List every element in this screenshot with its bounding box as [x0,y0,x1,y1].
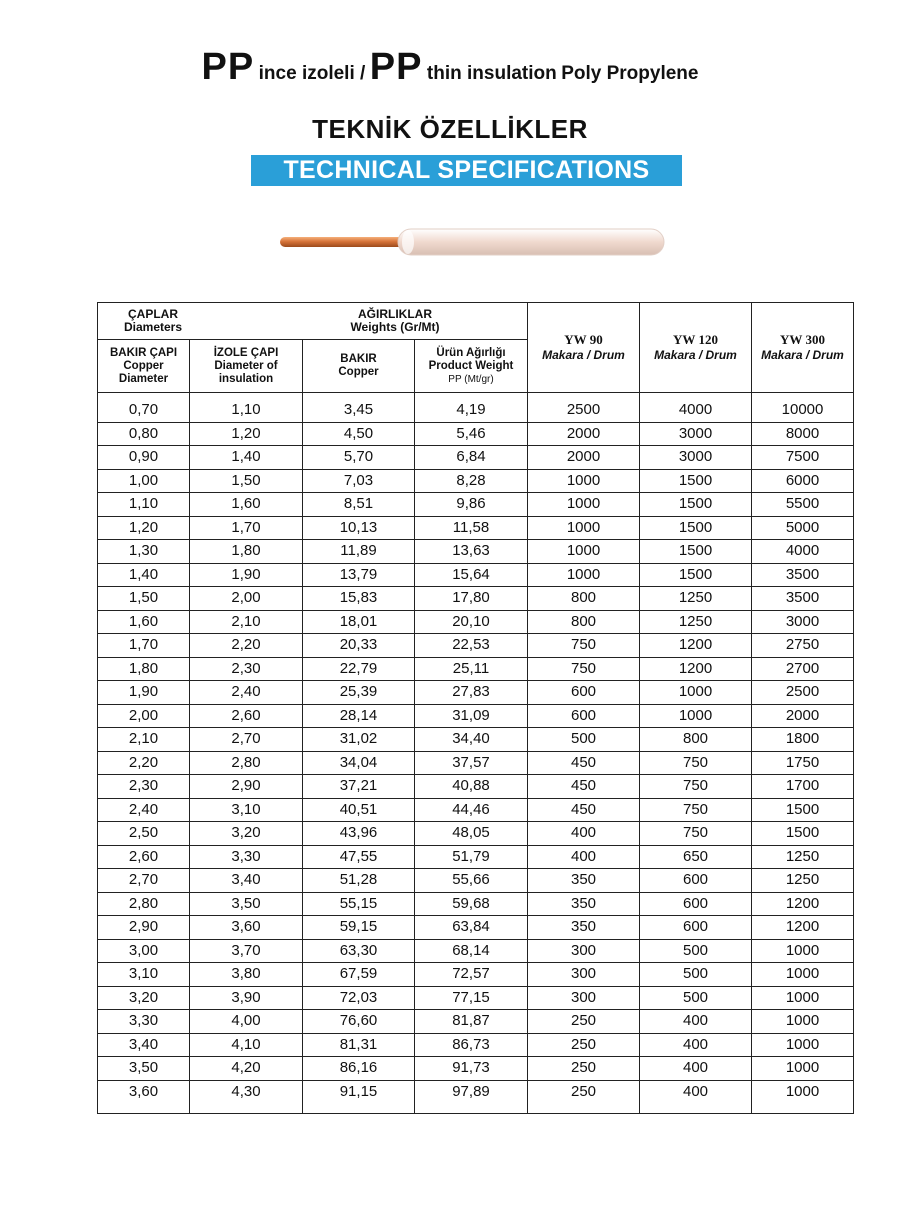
product-weight-cell: 63,84 [415,916,528,940]
drum-120-label: Makara / Drum [654,348,737,362]
drum-120-cell: 600 [640,869,752,893]
drum-120-cell: 400 [640,1010,752,1034]
table-row [98,916,854,940]
drum-90-cell: 250 [528,1057,640,1081]
drum-90-cell: 600 [528,704,640,728]
copper-weight-cell: 11,89 [303,540,415,564]
product-weight-cell: 25,11 [415,657,528,681]
insulation-diameter-cell: 1,20 [190,422,303,446]
product-weight-cell: 17,80 [415,587,528,611]
weights-group-header [330,308,460,334]
insulation-diameter-cell: 3,80 [190,963,303,987]
drum-300-cell: 1250 [752,845,854,869]
drum-90-cell: 250 [528,1033,640,1057]
drum-300-cell: 1250 [752,869,854,893]
copper-weight-cell: 40,51 [303,798,415,822]
copper-diameter-cell: 3,60 [98,1080,190,1114]
copper-diameter-cell: 3,30 [98,1010,190,1034]
drum-120-header [640,303,752,393]
copper-weight-en: Copper [338,366,379,378]
copper-diameter-cell: 2,90 [98,916,190,940]
product-weight-cell: 15,64 [415,563,528,587]
drum-120-cell: 1500 [640,563,752,587]
copper-diameter-cell: 1,00 [98,469,190,493]
specifications-table [97,302,854,1114]
insulation-diameter-en1: Diameter of [214,359,278,372]
copper-weight-header [303,340,415,393]
drum-120-cell: 1500 [640,516,752,540]
product-weight-cell: 20,10 [415,610,528,634]
copper-weight-cell: 13,79 [303,563,415,587]
insulation-diameter-cell: 2,60 [190,704,303,728]
table-row [98,587,854,611]
insulation-diameter-cell: 1,90 [190,563,303,587]
drum-120-cell: 750 [640,822,752,846]
copper-weight-cell: 15,83 [303,587,415,611]
copper-diameter-tr: BAKIR ÇAPI [109,346,178,359]
copper-weight-cell: 37,21 [303,775,415,799]
product-weight-cell: 40,88 [415,775,528,799]
product-weight-cell: 6,84 [415,446,528,470]
table-row [98,563,854,587]
drum-90-cell: 300 [528,939,640,963]
copper-weight-cell: 22,79 [303,657,415,681]
copper-diameter-cell: 2,30 [98,775,190,799]
drum-300-cell: 1200 [752,916,854,940]
copper-diameter-cell: 3,10 [98,963,190,987]
table-row [98,963,854,987]
drum-120-cell: 1200 [640,634,752,658]
drum-300-cell: 7500 [752,446,854,470]
copper-diameter-cell: 1,40 [98,563,190,587]
drum-90-cell: 750 [528,657,640,681]
copper-diameter-cell: 3,40 [98,1033,190,1057]
product-weight-en: Product Weight [428,359,514,372]
drum-120-cell: 650 [640,845,752,869]
copper-weight-cell: 4,50 [303,422,415,446]
drum-90-cell: 2500 [528,393,640,423]
copper-diameter-cell: 1,20 [98,516,190,540]
table-row [98,681,854,705]
copper-diameter-cell: 1,60 [98,610,190,634]
weights-en: Weights (Gr/Mt) [350,320,440,334]
copper-diameter-en2: Diameter [118,372,169,385]
drum-300-cell: 3500 [752,587,854,611]
drum-90-cell: 250 [528,1080,640,1114]
table-row [98,939,854,963]
product-weight-cell: 13,63 [415,540,528,564]
copper-core [280,237,410,247]
copper-weight-cell: 8,51 [303,493,415,517]
drum-120-cell: 500 [640,986,752,1010]
drum-120-cell: 1200 [640,657,752,681]
drum-120-cell: 400 [640,1057,752,1081]
drum-90-cell: 450 [528,751,640,775]
product-weight-unit: PP (Mt/gr) [448,373,494,385]
drum-120-cell: 1000 [640,704,752,728]
copper-weight-cell: 31,02 [303,728,415,752]
product-weight-cell: 4,19 [415,393,528,423]
insulation-diameter-cell: 2,10 [190,610,303,634]
product-weight-cell: 68,14 [415,939,528,963]
drum-90-cell: 350 [528,916,640,940]
drum-90-cell: 500 [528,728,640,752]
insulation-diameter-cell: 1,50 [190,469,303,493]
copper-weight-cell: 63,30 [303,939,415,963]
table-row [98,822,854,846]
table-row [98,1010,854,1034]
product-weight-cell: 59,68 [415,892,528,916]
insulation-sleeve [398,229,664,255]
table-row [98,775,854,799]
insulation-diameter-en2: insulation [218,372,274,385]
copper-weight-cell: 76,60 [303,1010,415,1034]
table-row [98,634,854,658]
drum-120-code: YW 120 [673,332,718,347]
copper-diameter-cell: 2,20 [98,751,190,775]
product-weight-tr: Ürün Ağırlığı [436,346,506,359]
drum-120-cell: 800 [640,728,752,752]
drum-90-header [528,303,640,393]
drum-120-cell: 600 [640,916,752,940]
drum-120-cell: 3000 [640,422,752,446]
drum-120-cell: 750 [640,798,752,822]
copper-diameter-cell: 2,80 [98,892,190,916]
copper-weight-cell: 5,70 [303,446,415,470]
diameters-group-header [118,308,188,334]
insulation-diameter-cell: 4,20 [190,1057,303,1081]
drum-300-cell: 1000 [752,1080,854,1114]
insulation-diameter-tr: İZOLE ÇAPI [213,346,279,359]
drum-120-cell: 400 [640,1033,752,1057]
drum-300-code: YW 300 [780,332,825,347]
drum-90-cell: 2000 [528,422,640,446]
tr-product-label: ince izoleli / [258,63,366,84]
drum-300-cell: 1700 [752,775,854,799]
drum-90-cell: 1000 [528,540,640,564]
drum-120-cell: 1000 [640,681,752,705]
copper-diameter-cell: 3,00 [98,939,190,963]
copper-weight-cell: 18,01 [303,610,415,634]
insulation-diameter-cell: 2,30 [190,657,303,681]
copper-diameter-cell: 0,90 [98,446,190,470]
insulation-diameter-cell: 3,10 [190,798,303,822]
drum-300-cell: 5000 [752,516,854,540]
product-weight-cell: 31,09 [415,704,528,728]
diameters-en: Diameters [123,320,183,334]
table-row [98,986,854,1010]
drum-90-cell: 800 [528,587,640,611]
table-row [98,469,854,493]
drum-300-cell: 2750 [752,634,854,658]
table-row [98,516,854,540]
copper-diameter-cell: 2,10 [98,728,190,752]
product-weight-cell: 8,28 [415,469,528,493]
drum-300-cell: 2700 [752,657,854,681]
en-product-label: thin insulation [426,63,557,84]
drum-300-cell: 6000 [752,469,854,493]
insulation-diameter-cell: 3,70 [190,939,303,963]
table-row [98,704,854,728]
wire-illustration [278,226,668,260]
drum-300-cell: 1000 [752,963,854,987]
copper-weight-cell: 20,33 [303,634,415,658]
drum-300-header [752,303,854,393]
insulation-diameter-cell: 2,90 [190,775,303,799]
product-weight-cell: 11,58 [415,516,528,540]
tr-section-title: TEKNİK ÖZELLİKLER [312,114,588,144]
copper-diameter-cell: 0,70 [98,393,190,423]
copper-diameter-cell: 2,70 [98,869,190,893]
copper-diameter-cell: 1,50 [98,587,190,611]
drum-90-cell: 800 [528,610,640,634]
drum-90-cell: 1000 [528,493,640,517]
drum-300-cell: 1000 [752,939,854,963]
insulation-diameter-cell: 1,40 [190,446,303,470]
drum-120-cell: 1250 [640,610,752,634]
drum-90-cell: 1000 [528,563,640,587]
copper-diameter-cell: 1,80 [98,657,190,681]
copper-diameter-cell: 1,70 [98,634,190,658]
copper-weight-cell: 59,15 [303,916,415,940]
copper-weight-cell: 3,45 [303,393,415,423]
copper-weight-cell: 86,16 [303,1057,415,1081]
drum-120-cell: 3000 [640,446,752,470]
table-row [98,751,854,775]
product-weight-cell: 72,57 [415,963,528,987]
copper-weight-cell: 10,13 [303,516,415,540]
product-weight-cell: 51,79 [415,845,528,869]
insulation-diameter-cell: 3,30 [190,845,303,869]
drum-300-cell: 2500 [752,681,854,705]
table-row [98,610,854,634]
drum-90-cell: 350 [528,892,640,916]
copper-weight-cell: 67,59 [303,963,415,987]
drum-300-cell: 8000 [752,422,854,446]
drum-300-cell: 1200 [752,892,854,916]
drum-300-cell: 1750 [752,751,854,775]
drum-90-cell: 400 [528,845,640,869]
copper-diameter-cell: 3,50 [98,1057,190,1081]
drum-90-cell: 450 [528,775,640,799]
insulation-diameter-cell: 2,20 [190,634,303,658]
drum-90-cell: 1000 [528,516,640,540]
table-row [98,1033,854,1057]
copper-diameter-cell: 2,60 [98,845,190,869]
pp-label-tr: PP [201,46,255,88]
product-weight-header [415,340,528,393]
drum-300-cell: 2000 [752,704,854,728]
insulation-diameter-cell: 1,60 [190,493,303,517]
copper-diameter-cell: 0,80 [98,422,190,446]
table-row [98,540,854,564]
drum-300-cell: 3000 [752,610,854,634]
insulation-diameter-cell: 1,10 [190,393,303,423]
drum-90-cell: 350 [528,869,640,893]
product-weight-cell: 55,66 [415,869,528,893]
insulation-diameter-cell: 2,80 [190,751,303,775]
product-weight-cell: 27,83 [415,681,528,705]
table-row [98,1057,854,1081]
copper-diameter-cell: 3,20 [98,986,190,1010]
drum-300-cell: 1000 [752,986,854,1010]
insulation-diameter-cell: 4,00 [190,1010,303,1034]
table-row [98,446,854,470]
drum-120-cell: 600 [640,892,752,916]
copper-weight-cell: 25,39 [303,681,415,705]
product-weight-cell: 44,46 [415,798,528,822]
group-header [98,303,528,340]
drum-300-cell: 4000 [752,540,854,564]
copper-diameter-cell: 2,00 [98,704,190,728]
drum-120-cell: 400 [640,1080,752,1114]
product-weight-cell: 22,53 [415,634,528,658]
drum-300-label: Makara / Drum [761,348,844,362]
drum-90-cell: 400 [528,822,640,846]
specifications-body [98,393,854,1114]
drum-90-cell: 300 [528,963,640,987]
material-label: Poly Propylene [561,63,699,84]
drum-300-cell: 1800 [752,728,854,752]
drum-120-cell: 750 [640,751,752,775]
copper-diameter-en1: Copper [123,359,164,372]
diameters-tr: ÇAPLAR [128,307,178,321]
copper-weight-cell: 51,28 [303,869,415,893]
insulation-diameter-cell: 2,70 [190,728,303,752]
drum-300-cell: 1500 [752,822,854,846]
copper-diameter-cell: 2,40 [98,798,190,822]
copper-diameter-cell: 1,10 [98,493,190,517]
insulation-diameter-cell: 3,50 [190,892,303,916]
drum-300-cell: 1000 [752,1057,854,1081]
copper-diameter-cell: 1,90 [98,681,190,705]
pp-label-en: PP [369,46,423,88]
drum-90-cell: 250 [528,1010,640,1034]
copper-diameter-cell: 2,50 [98,822,190,846]
drum-90-cell: 2000 [528,446,640,470]
drum-120-cell: 750 [640,775,752,799]
drum-300-cell: 5500 [752,493,854,517]
copper-weight-cell: 7,03 [303,469,415,493]
product-weight-cell: 9,86 [415,493,528,517]
drum-90-cell: 450 [528,798,640,822]
product-weight-cell: 77,15 [415,986,528,1010]
drum-120-cell: 1500 [640,469,752,493]
table-row [98,1080,854,1114]
weights-tr: AĞIRLIKLAR [358,307,432,321]
insulation-diameter-cell: 2,40 [190,681,303,705]
product-weight-cell: 48,05 [415,822,528,846]
table-row [98,657,854,681]
drum-300-cell: 1000 [752,1033,854,1057]
table-row [98,493,854,517]
product-weight-cell: 81,87 [415,1010,528,1034]
insulation-diameter-cell: 3,20 [190,822,303,846]
table-row [98,393,854,423]
product-weight-cell: 97,89 [415,1080,528,1114]
copper-weight-cell: 55,15 [303,892,415,916]
product-title [0,46,900,89]
table-row [98,892,854,916]
drum-120-cell: 1500 [640,540,752,564]
insulation-diameter-cell: 3,60 [190,916,303,940]
drum-90-cell: 1000 [528,469,640,493]
drum-90-cell: 600 [528,681,640,705]
drum-300-cell: 1500 [752,798,854,822]
copper-weight-cell: 91,15 [303,1080,415,1114]
product-weight-cell: 86,73 [415,1033,528,1057]
drum-120-cell: 500 [640,963,752,987]
copper-weight-cell: 72,03 [303,986,415,1010]
copper-weight-tr: BAKIR [340,353,377,365]
insulation-diameter-cell: 2,00 [190,587,303,611]
copper-diameter-header [98,340,190,393]
drum-90-cell: 300 [528,986,640,1010]
drum-90-code: YW 90 [564,332,603,347]
table-row [98,845,854,869]
drum-120-cell: 4000 [640,393,752,423]
drum-300-cell: 10000 [752,393,854,423]
product-weight-cell: 5,46 [415,422,528,446]
insulation-diameter-cell: 3,40 [190,869,303,893]
table-row [98,422,854,446]
technical-specifications-banner: TECHNICAL SPECIFICATIONS [251,155,682,186]
table-row [98,869,854,893]
drum-120-cell: 500 [640,939,752,963]
product-weight-cell: 37,57 [415,751,528,775]
drum-300-cell: 1000 [752,1010,854,1034]
drum-120-cell: 1500 [640,493,752,517]
product-weight-cell: 91,73 [415,1057,528,1081]
copper-weight-cell: 81,31 [303,1033,415,1057]
drum-300-cell: 3500 [752,563,854,587]
copper-weight-cell: 43,96 [303,822,415,846]
copper-weight-cell: 47,55 [303,845,415,869]
product-weight-cell: 34,40 [415,728,528,752]
insulation-diameter-header [190,340,303,393]
insulation-diameter-cell: 1,80 [190,540,303,564]
copper-diameter-cell: 1,30 [98,540,190,564]
copper-weight-cell: 28,14 [303,704,415,728]
copper-weight-cell: 34,04 [303,751,415,775]
drum-120-cell: 1250 [640,587,752,611]
table-row [98,728,854,752]
insulation-diameter-cell: 3,90 [190,986,303,1010]
table-row [98,798,854,822]
drum-90-cell: 750 [528,634,640,658]
insulation-diameter-cell: 1,70 [190,516,303,540]
insulation-diameter-cell: 4,10 [190,1033,303,1057]
insulation-diameter-cell: 4,30 [190,1080,303,1114]
drum-90-label: Makara / Drum [542,348,625,362]
